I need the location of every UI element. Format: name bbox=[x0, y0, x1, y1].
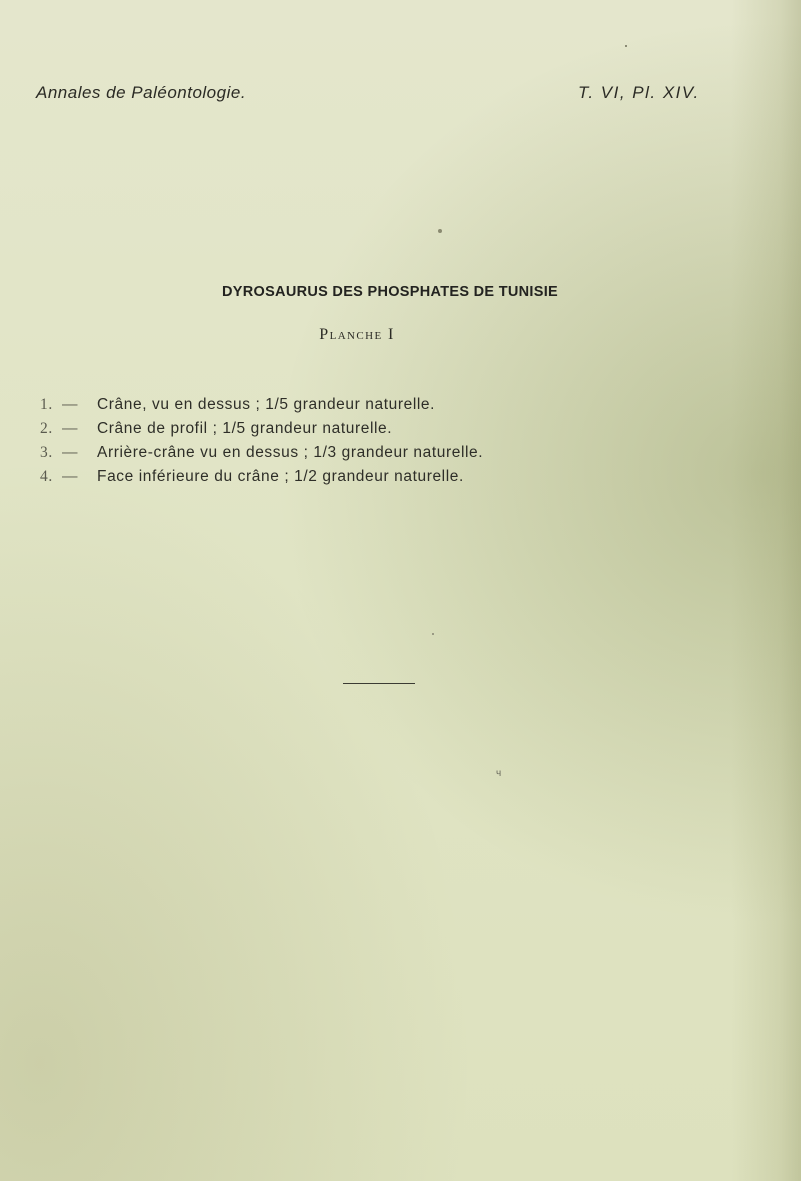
figure-caption bbox=[40, 444, 483, 468]
figure-caption bbox=[40, 420, 483, 444]
figure-number: 4. bbox=[40, 468, 53, 485]
caption-text: Crâne de profil ; 1/5 grandeur naturelle. bbox=[97, 420, 393, 437]
plate-subtitle: Planche I bbox=[319, 326, 395, 343]
caption-text: Crâne, vu en dessus ; 1/5 grandeur naturelle. bbox=[97, 396, 436, 413]
separator-rule bbox=[343, 683, 415, 684]
speck-mark bbox=[432, 633, 434, 635]
volume-plate-label: T. VI, Pl. XIV. bbox=[578, 83, 700, 102]
caption-text: Face inférieure du crâne ; 1/2 grandeur naturelle. bbox=[97, 468, 464, 485]
figure-caption bbox=[40, 396, 483, 420]
speck-mark bbox=[625, 45, 627, 47]
speck-mark bbox=[438, 229, 442, 233]
caption-dash: — bbox=[62, 396, 79, 413]
bottom-mark: ч bbox=[496, 768, 502, 779]
figure-caption bbox=[40, 468, 483, 492]
figure-number: 3. bbox=[40, 444, 53, 461]
figure-number: 1. bbox=[40, 396, 53, 413]
caption-text: Arrière-crâne vu en dessus ; 1/3 grandeur naturelle. bbox=[97, 444, 484, 461]
figure-caption-list bbox=[40, 396, 483, 492]
figure-number: 2. bbox=[40, 420, 53, 437]
journal-name: Annales de Paléontologie. bbox=[36, 83, 247, 102]
plate-title: DYROSAURUS DES PHOSPHATES DE TUNISIE bbox=[221, 284, 559, 300]
caption-dash: — bbox=[62, 420, 79, 437]
caption-dash: — bbox=[62, 468, 79, 485]
page-edge-shadow bbox=[731, 0, 801, 1181]
caption-dash: — bbox=[62, 444, 79, 461]
